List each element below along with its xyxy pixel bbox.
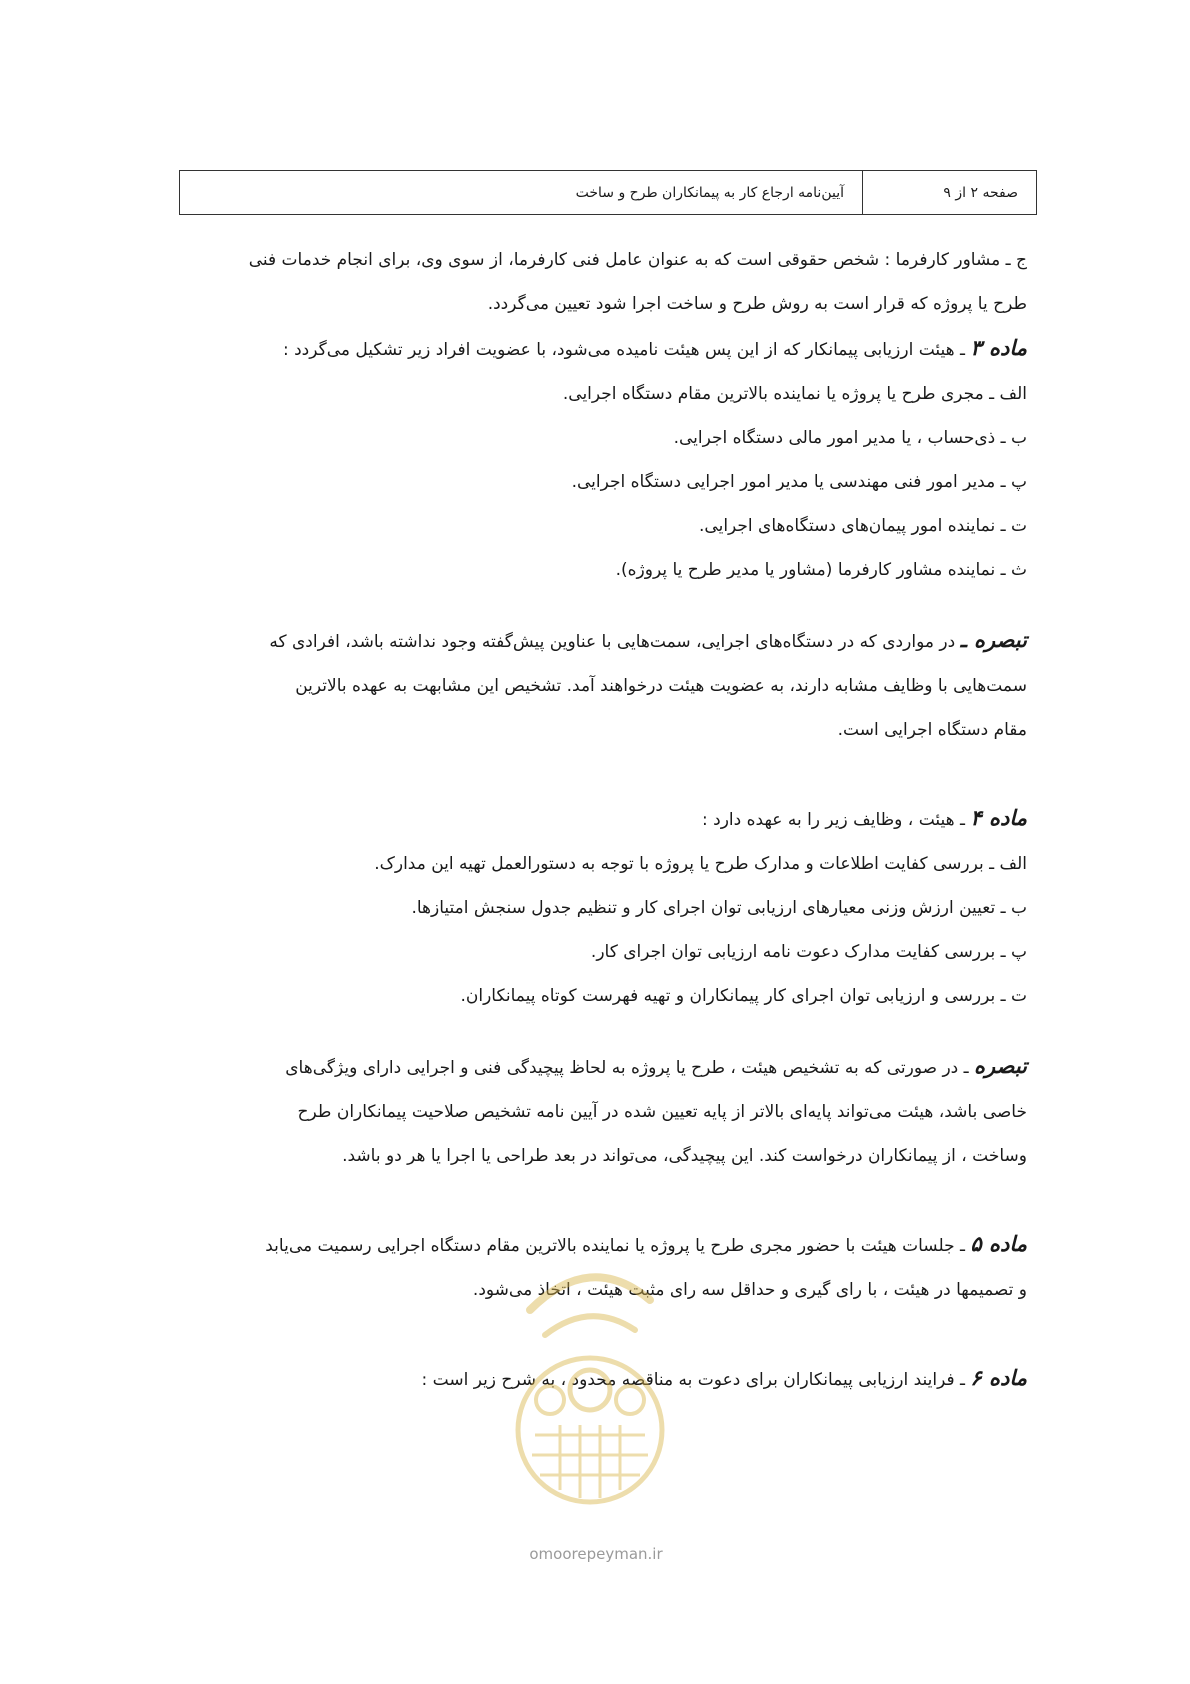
note-2-line3: وساخت ، از پیمانکاران درخواست کند. این پیچیدگی، می‌تواند در بعد طراحی یا اجرا یا هر دو باشد. [342,1146,1027,1166]
article-4-heading [171,796,1027,842]
watermark-site: omoorepeyman.ir [529,1545,663,1563]
article-4-item-te: ت ـ بررسی و ارزیابی توان اجرای کار پیمانکاران و تهیه فهرست کوتاه پیمانکاران. [460,986,1027,1006]
article-6-label: ماده ۶ [970,1366,1027,1390]
article-3-item-se: ث ـ نماینده مشاور کارفرما (مشاور یا مدیر طرح یا پروژه). [615,560,1027,580]
paragraph-jim-line1: ج ـ مشاور کارفرما : شخص حقوقی است که به عنوان عامل فنی کارفرما، از سوی وی، برای انجام خدمات فنی [248,250,1027,270]
note-2-label: تبصره [974,1054,1027,1078]
article-5-line2: و تصمیمها در هیئت ، با رای گیری و حداقل سه رای مثبت هیئت ، اتخاذ می‌شود. [472,1280,1027,1300]
document-title: آیین‌نامه ارجاع کار به پیمانکاران طرح و ساخت [575,184,844,201]
article-3-text: ـ هیئت ارزیابی پیمانکار که از این پس هیئت نامیده می‌شود، با عضویت افراد زیر تشکیل می‌گردد : [282,340,971,360]
note-1-line2: سمت‌هایی با وظایف مشابه دارند، به عضویت هیئت درخواهند آمد. تشخیص این مشابهت به عهده بالاترین [295,676,1027,696]
page-header [179,170,1037,215]
article-4-item-pe: پ ـ بررسی کفایت مدارک دعوت نامه ارزیابی توان اجرای کار. [590,942,1027,962]
note-2-line2: خاصی باشد، هیئت می‌تواند پایه‌ای بالاتر از پایه تعیین شده در آیین نامه تشخیص صلاحیت پیمانکاران طرح [297,1102,1027,1122]
article-3-label: ماده ۳ [970,336,1027,360]
article-6-text: ـ فرایند ارزیابی پیمانکاران برای دعوت به مناقصه محدود ، به شرح زیر است : [421,1370,971,1390]
article-4-item-be: ب ـ تعیین ارزش وزنی معیارهای ارزیابی توان اجرای کار و تنظیم جدول سنجش امتیازها. [411,898,1027,918]
article-4-item-alef: الف ـ بررسی کفایت اطلاعات و مدارک طرح یا پروژه با توجه به دستورالعمل تهیه این مدارک. [374,854,1027,874]
article-3-heading [171,326,1027,372]
article-5-label: ماده ۵ [970,1232,1027,1256]
note-1-line1 [171,618,1027,664]
note-1-label: تبصره ـ [960,628,1027,652]
page-number: صفحه ۲ از ۹ [862,171,1036,214]
article-6-heading [171,1356,1027,1402]
note-2-line1 [171,1044,1027,1090]
article-5-line1 [171,1222,1027,1268]
article-5-text: ـ جلسات هیئت با حضور مجری طرح یا پروژه یا نماینده بالاترین مقام دستگاه اجرایی رسمیت می‌یابد [265,1236,971,1256]
article-3-item-alef: الف ـ مجری طرح یا پروژه یا نماینده بالاترین مقام دستگاه اجرایی. [562,384,1027,404]
note-1-line3: مقام دستگاه اجرایی است. [837,720,1027,740]
paragraph-jim-line2: طرح یا پروژه که قرار است به روش طرح و ساخت اجرا شود تعیین می‌گردد. [487,294,1027,314]
article-3-item-be: ب ـ ذی‌حساب ، یا مدیر امور مالی دستگاه اجرایی. [673,428,1027,448]
article-3-item-pe: پ ـ مدیر امور فنی مهندسی یا مدیر امور اجرایی دستگاه اجرایی. [571,472,1027,492]
document-body [171,238,1027,1402]
article-4-text: ـ هیئت ، وظایف زیر را به عهده دارد : [702,810,971,830]
article-3-item-te: ت ـ نماینده امور پیمان‌های دستگاه‌های اجرایی. [699,516,1027,536]
article-4-label: ماده ۴ [970,806,1027,830]
note-2-text: ـ در صورتی که به تشخیص هیئت ، طرح یا پروژه به لحاظ پیچیدگی فنی و اجرایی دارای ویژگی‌های [285,1058,975,1078]
note-1-text: در مواردی که در دستگاه‌های اجرایی، سمت‌هایی با عناوین پیش‌گفته وجود نداشته باشد، افرادی که [269,632,961,652]
